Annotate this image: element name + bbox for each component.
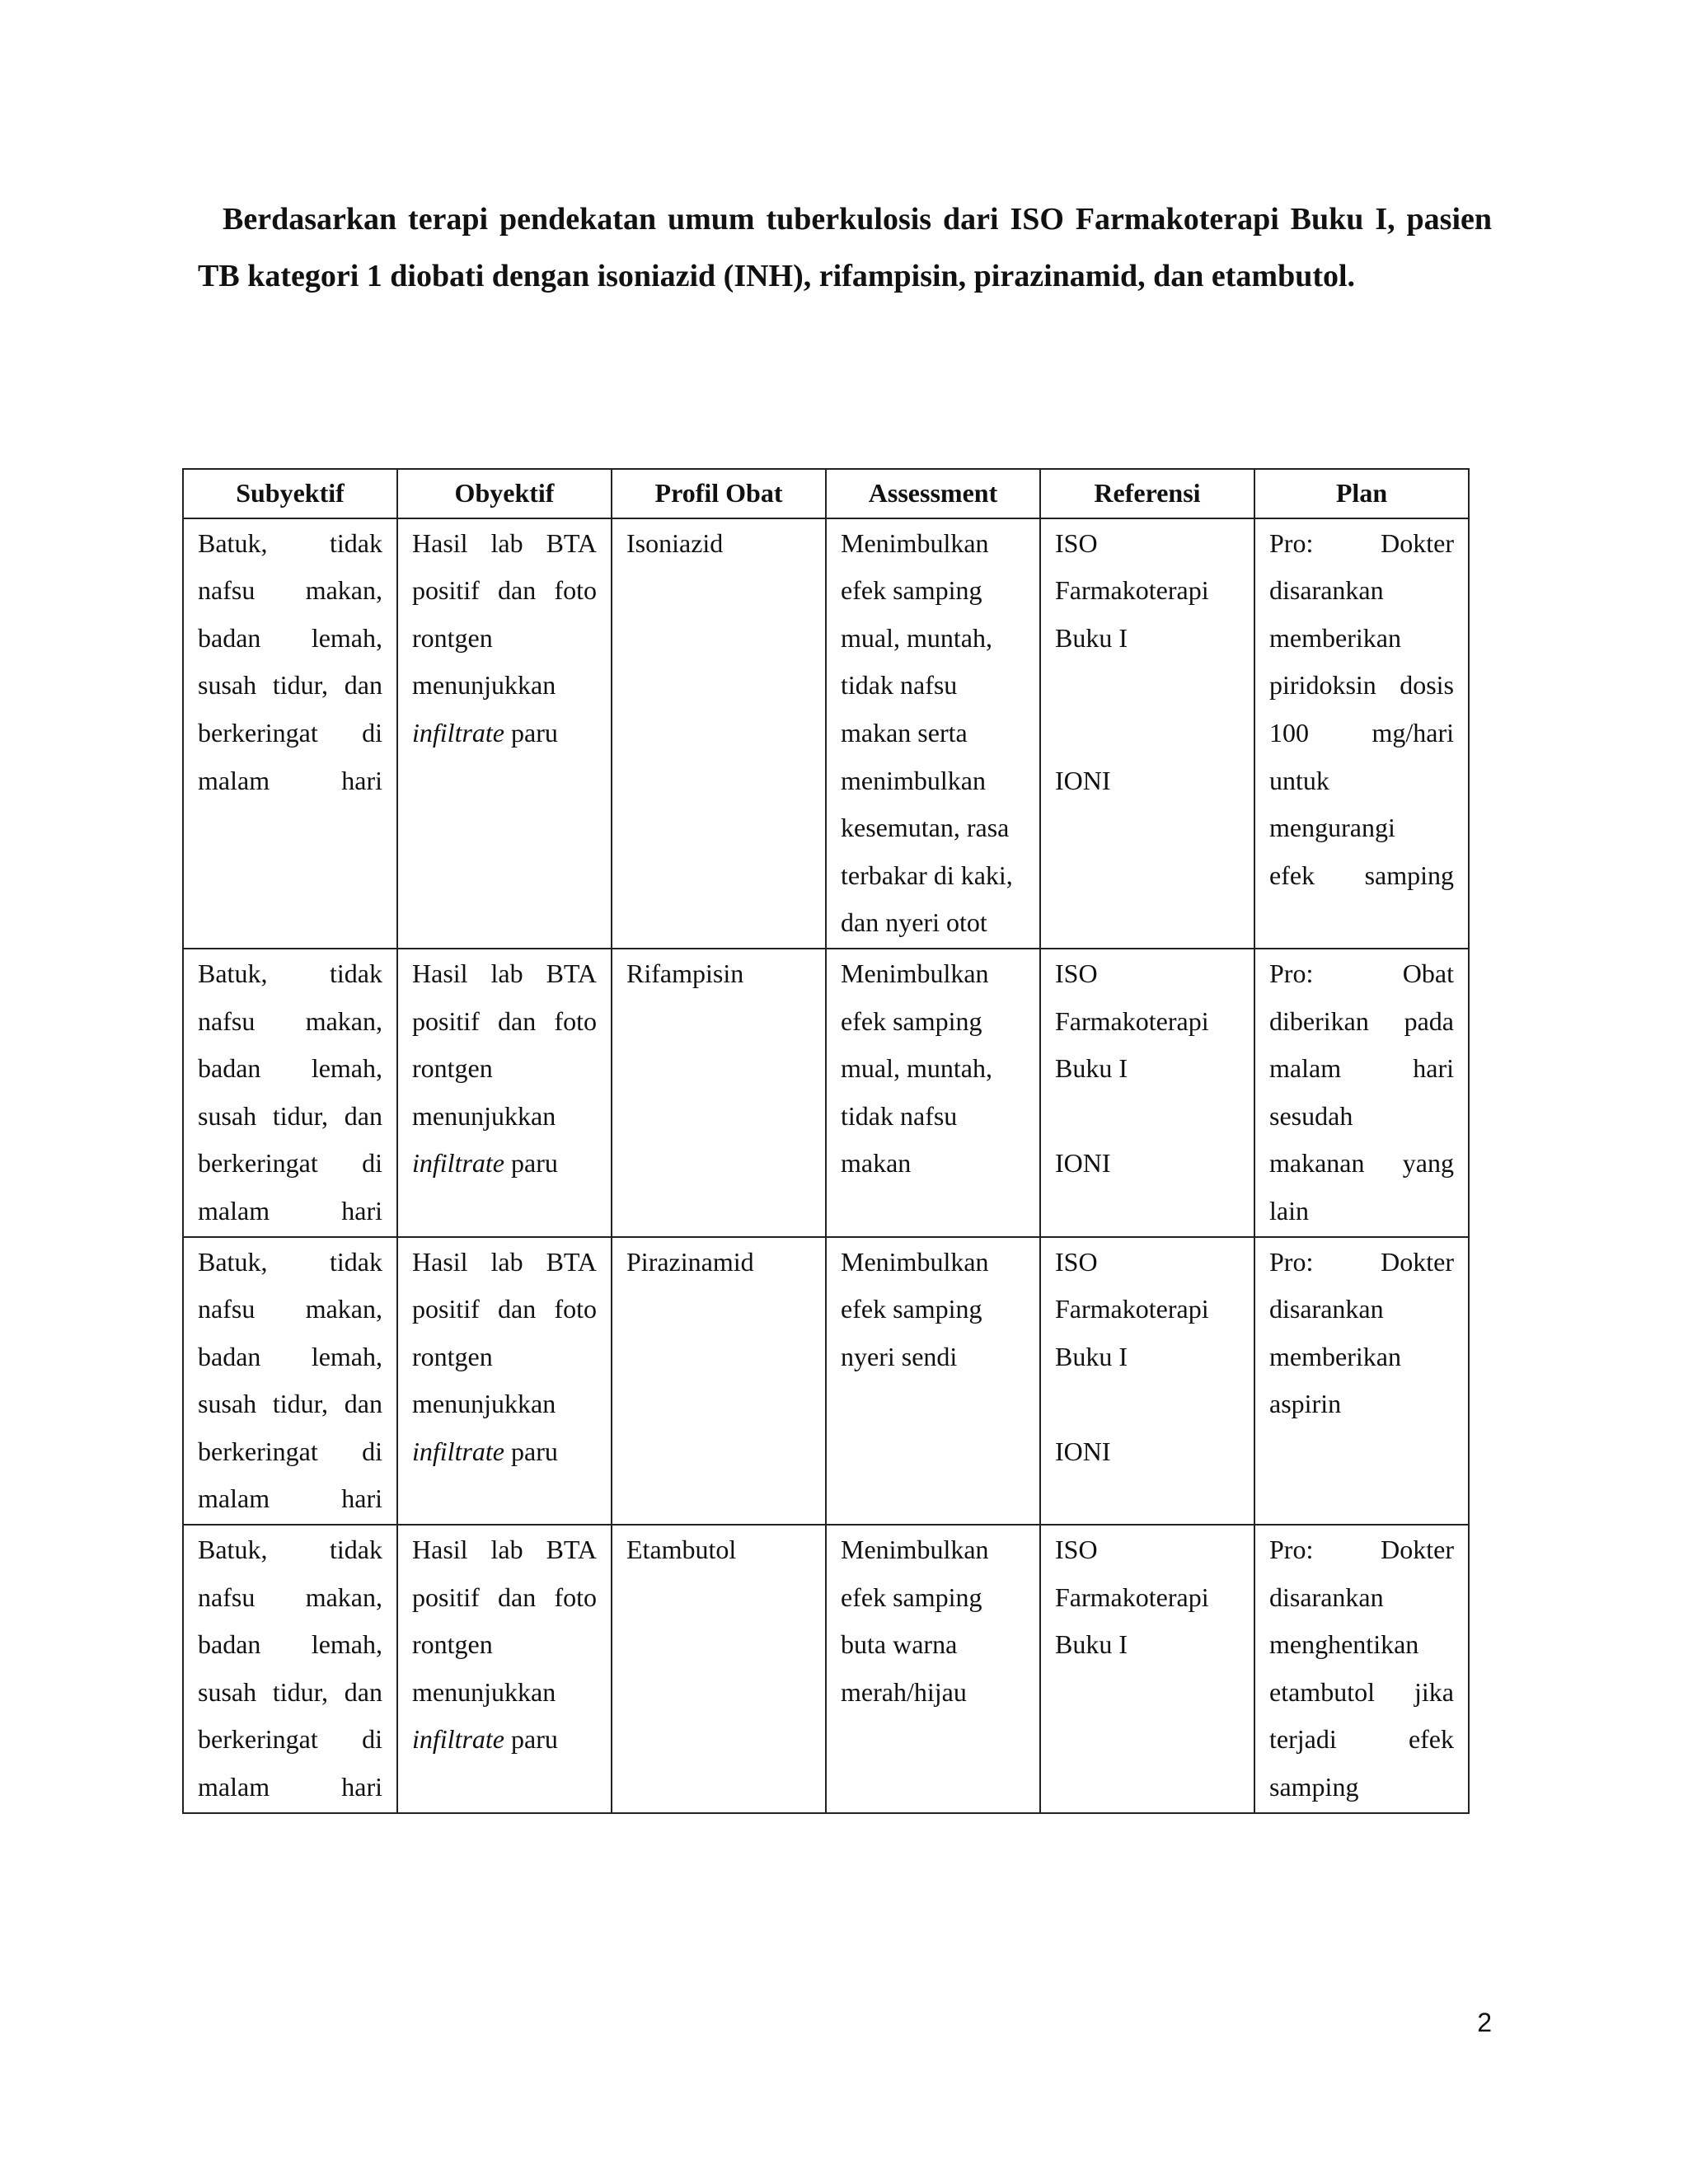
cell-plan bbox=[1254, 1525, 1469, 1813]
referensi-line: Buku I bbox=[1055, 1053, 1128, 1084]
cell-assessment bbox=[826, 949, 1040, 1237]
referensi-line: Farmakoterapi bbox=[1055, 575, 1209, 606]
obyektif-italic-term: infiltrate bbox=[412, 1724, 504, 1755]
assessment-line: mual, muntah, bbox=[841, 622, 992, 653]
cell-profil-obat: Isoniazid bbox=[612, 518, 826, 949]
cell-subyektif bbox=[183, 949, 397, 1237]
plan-line: disarankan bbox=[1269, 1294, 1384, 1324]
cell-profil-obat: Etambutol bbox=[612, 1525, 826, 1813]
header-assessment: Assessment bbox=[826, 469, 1040, 518]
assessment-line: efek samping bbox=[841, 1005, 982, 1036]
subyektif-line: nafsu makan, bbox=[198, 1582, 382, 1612]
plan-line: lain bbox=[1269, 1195, 1309, 1226]
subyektif-line: Batuk, tidak bbox=[198, 1246, 382, 1277]
referensi-line: IONI bbox=[1055, 1148, 1111, 1179]
header-referensi: Referensi bbox=[1040, 469, 1254, 518]
plan-line: makanan yang bbox=[1269, 1148, 1454, 1179]
cell-assessment bbox=[826, 1237, 1040, 1526]
plan-line: malam hari bbox=[1269, 1053, 1454, 1084]
subyektif-line: Batuk, tidak bbox=[198, 527, 382, 558]
assessment-line: Menimbulkan bbox=[841, 527, 989, 558]
plan-line: untuk bbox=[1269, 765, 1329, 795]
assessment-line: makan serta bbox=[841, 717, 968, 748]
plan-line: terjadi efek bbox=[1269, 1724, 1454, 1755]
obyektif-line: menunjukkan bbox=[412, 670, 556, 701]
plan-line: Pro: Dokter bbox=[1269, 1535, 1454, 1565]
assessment-line: Menimbulkan bbox=[841, 1535, 989, 1565]
obyektif-line: positif dan foto bbox=[412, 1005, 597, 1036]
obyektif-line: Hasil lab BTA bbox=[412, 1535, 597, 1565]
referensi-line: ISO bbox=[1055, 1246, 1098, 1277]
plan-line: 100 mg/hari bbox=[1269, 717, 1454, 748]
assessment-line: kesemutan, rasa bbox=[841, 813, 1010, 843]
obyektif-italic-term: infiltrate bbox=[412, 717, 504, 748]
cell-obyektif bbox=[397, 949, 612, 1237]
cell-referensi bbox=[1040, 518, 1254, 949]
cell-obyektif bbox=[397, 1237, 612, 1526]
table-row bbox=[183, 518, 1469, 949]
subyektif-line: Batuk, tidak bbox=[198, 958, 382, 988]
assessment-line: terbakar di kaki, bbox=[841, 860, 1013, 890]
cell-subyektif bbox=[183, 518, 397, 949]
plan-line: mengurangi bbox=[1269, 813, 1395, 843]
referensi-line: Buku I bbox=[1055, 1629, 1128, 1660]
subyektif-line: malam hari bbox=[198, 765, 382, 795]
obyektif-tail: paru bbox=[504, 1148, 558, 1179]
plan-line: efek samping bbox=[1269, 860, 1454, 890]
obyektif-last-line bbox=[412, 710, 597, 757]
referensi-line bbox=[1055, 1380, 1240, 1428]
cell-profil-obat: Rifampisin bbox=[612, 949, 826, 1237]
cell-referensi bbox=[1040, 949, 1254, 1237]
plan-line: samping bbox=[1269, 1772, 1359, 1802]
obyektif-last-line bbox=[412, 1428, 597, 1476]
assessment-line: merah/hijau bbox=[841, 1676, 967, 1707]
intro-paragraph: Berdasarkan terapi pendekatan umum tuberkulosis dari ISO Farmakoterapi Buku I, pasien TB kategori 1 diobati dengan isoniazid (INH), rifampisin, pirazinamid, dan etambutol. bbox=[198, 202, 1492, 293]
plan-line: memberikan bbox=[1269, 1341, 1401, 1371]
plan-line: Pro: Dokter bbox=[1269, 1246, 1454, 1277]
plan-line: menghentikan bbox=[1269, 1629, 1419, 1660]
header-subyektif: Subyektif bbox=[183, 469, 397, 518]
subyektif-line: malam hari bbox=[198, 1195, 382, 1226]
referensi-line: Farmakoterapi bbox=[1055, 1294, 1209, 1324]
obyektif-line: rontgen bbox=[412, 1053, 493, 1084]
cell-subyektif bbox=[183, 1525, 397, 1813]
obyektif-line: positif dan foto bbox=[412, 1582, 597, 1612]
obyektif-line: Hasil lab BTA bbox=[412, 1246, 597, 1277]
cell-plan bbox=[1254, 1237, 1469, 1526]
plan-line: sesudah bbox=[1269, 1100, 1353, 1131]
cell-referensi bbox=[1040, 1525, 1254, 1813]
obyektif-line: rontgen bbox=[412, 1341, 493, 1371]
obyektif-tail: paru bbox=[504, 1724, 558, 1755]
subyektif-line: malam hari bbox=[198, 1483, 382, 1514]
assessment-line: efek samping bbox=[841, 1294, 982, 1324]
referensi-line bbox=[1055, 710, 1240, 757]
subyektif-line: nafsu makan, bbox=[198, 1005, 382, 1036]
assessment-line: efek samping bbox=[841, 1582, 982, 1612]
obyektif-last-line bbox=[412, 1140, 597, 1188]
cell-referensi bbox=[1040, 1237, 1254, 1526]
assessment-line: tidak nafsu bbox=[841, 1100, 958, 1131]
subyektif-line: badan lemah, bbox=[198, 1341, 382, 1371]
assessment-line: Menimbulkan bbox=[841, 1246, 989, 1277]
subyektif-line: susah tidur, dan bbox=[198, 670, 382, 701]
page-number: 2 bbox=[1477, 2008, 1492, 2037]
plan-line: aspirin bbox=[1269, 1389, 1342, 1419]
subyektif-line: berkeringat di bbox=[198, 1148, 382, 1179]
obyektif-line: rontgen bbox=[412, 622, 493, 653]
soap-table bbox=[182, 468, 1470, 1814]
assessment-line: menimbulkan bbox=[841, 765, 986, 795]
subyektif-line: susah tidur, dan bbox=[198, 1389, 382, 1419]
obyektif-italic-term: infiltrate bbox=[412, 1148, 504, 1179]
plan-line: disarankan bbox=[1269, 1582, 1384, 1612]
table-row bbox=[183, 1525, 1469, 1813]
assessment-line: mual, muntah, bbox=[841, 1053, 992, 1084]
referensi-line: Farmakoterapi bbox=[1055, 1005, 1209, 1036]
subyektif-line: berkeringat di bbox=[198, 717, 382, 748]
cell-obyektif bbox=[397, 1525, 612, 1813]
table-row bbox=[183, 1237, 1469, 1526]
subyektif-line: nafsu makan, bbox=[198, 1294, 382, 1324]
subyektif-line: berkeringat di bbox=[198, 1436, 382, 1466]
referensi-line: ISO bbox=[1055, 958, 1098, 988]
referensi-line: Farmakoterapi bbox=[1055, 1582, 1209, 1612]
obyektif-tail: paru bbox=[504, 717, 558, 748]
cell-plan bbox=[1254, 949, 1469, 1237]
assessment-line: buta warna bbox=[841, 1629, 958, 1660]
assessment-line: dan nyeri otot bbox=[841, 907, 987, 938]
plan-line: Pro: Obat bbox=[1269, 958, 1454, 988]
table-body bbox=[183, 518, 1469, 1813]
header-profil-obat: Profil Obat bbox=[612, 469, 826, 518]
referensi-line: IONI bbox=[1055, 765, 1111, 795]
obyektif-line: menunjukkan bbox=[412, 1389, 556, 1419]
plan-line: disarankan bbox=[1269, 575, 1384, 606]
plan-line: etambutol jika bbox=[1269, 1676, 1454, 1707]
plan-line: piridoksin dosis bbox=[1269, 670, 1454, 701]
cell-assessment bbox=[826, 1525, 1040, 1813]
cell-obyektif bbox=[397, 518, 612, 949]
obyektif-line: menunjukkan bbox=[412, 1100, 556, 1131]
obyektif-italic-term: infiltrate bbox=[412, 1436, 504, 1466]
assessment-line: tidak nafsu bbox=[841, 670, 958, 701]
subyektif-line: Batuk, tidak bbox=[198, 1535, 382, 1565]
obyektif-line: positif dan foto bbox=[412, 575, 597, 606]
subyektif-line: badan lemah, bbox=[198, 1053, 382, 1084]
cell-profil-obat: Pirazinamid bbox=[612, 1237, 826, 1526]
header-plan: Plan bbox=[1254, 469, 1469, 518]
plan-line: Pro: Dokter bbox=[1269, 527, 1454, 558]
obyektif-line: Hasil lab BTA bbox=[412, 527, 597, 558]
table-row bbox=[183, 949, 1469, 1237]
obyektif-tail: paru bbox=[504, 1436, 558, 1466]
table-header-row bbox=[183, 469, 1469, 518]
referensi-line: IONI bbox=[1055, 1436, 1111, 1466]
referensi-line bbox=[1055, 662, 1240, 710]
cell-assessment bbox=[826, 518, 1040, 949]
subyektif-line: badan lemah, bbox=[198, 622, 382, 653]
assessment-line: nyeri sendi bbox=[841, 1341, 958, 1371]
subyektif-line: berkeringat di bbox=[198, 1724, 382, 1755]
cell-plan bbox=[1254, 518, 1469, 949]
header-obyektif: Obyektif bbox=[397, 469, 612, 518]
obyektif-line: positif dan foto bbox=[412, 1294, 597, 1324]
assessment-line: makan bbox=[841, 1148, 912, 1179]
referensi-line: Buku I bbox=[1055, 622, 1128, 653]
plan-line: diberikan pada bbox=[1269, 1005, 1454, 1036]
assessment-line: Menimbulkan bbox=[841, 958, 989, 988]
referensi-line: ISO bbox=[1055, 527, 1098, 558]
subyektif-line: susah tidur, dan bbox=[198, 1100, 382, 1131]
cell-subyektif bbox=[183, 1237, 397, 1526]
subyektif-line: susah tidur, dan bbox=[198, 1676, 382, 1707]
obyektif-line: Hasil lab BTA bbox=[412, 958, 597, 988]
assessment-line: efek samping bbox=[841, 575, 982, 606]
subyektif-line: malam hari bbox=[198, 1772, 382, 1802]
referensi-line: ISO bbox=[1055, 1535, 1098, 1565]
subyektif-line: nafsu makan, bbox=[198, 575, 382, 606]
obyektif-last-line bbox=[412, 1716, 597, 1764]
obyektif-line: menunjukkan bbox=[412, 1676, 556, 1707]
subyektif-line: badan lemah, bbox=[198, 1629, 382, 1660]
referensi-line: Buku I bbox=[1055, 1341, 1128, 1371]
obyektif-line: rontgen bbox=[412, 1629, 493, 1660]
plan-line: memberikan bbox=[1269, 622, 1401, 653]
referensi-line bbox=[1055, 1093, 1240, 1141]
